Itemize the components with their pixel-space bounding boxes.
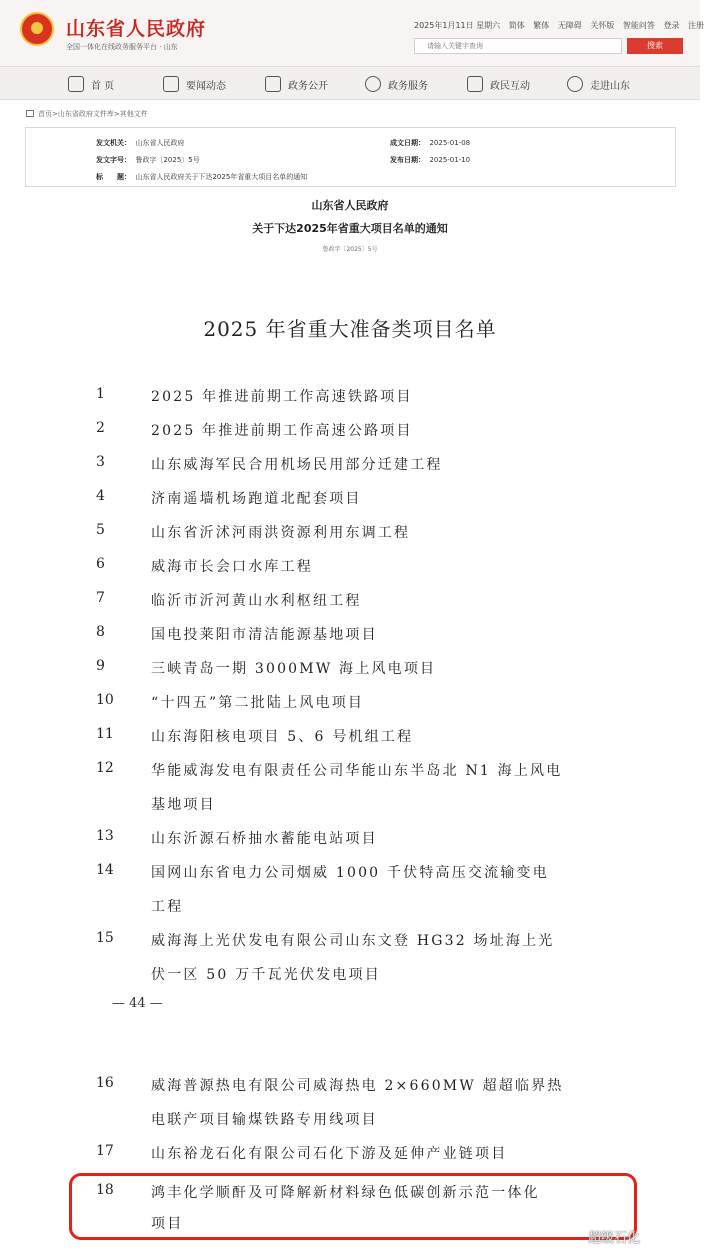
item-number: 9 xyxy=(96,658,105,674)
meta-number: 发文字号： 鲁政字〔2025〕5号 xyxy=(96,156,200,164)
watermark-text: 超级石化 xyxy=(588,1231,641,1246)
document-meta-box xyxy=(25,127,676,187)
item-number: 3 xyxy=(96,454,105,470)
item-text: 三峡青岛一期 3000MW 海上风电项目 xyxy=(151,661,437,677)
item-text: 山东裕龙石化有限公司石化下游及延伸产业链项目 xyxy=(151,1146,508,1162)
interaction-icon xyxy=(467,76,483,92)
login-link[interactable]: 登录 xyxy=(663,21,680,30)
site-subtitle: 全国一体化在线政务服务平台 · 山东 xyxy=(66,43,178,51)
site-header xyxy=(0,0,704,66)
search-button[interactable]: 搜索 xyxy=(627,38,683,54)
item-text: 威海普源热电有限公司威海热电 2×660MW 超超临界热 xyxy=(151,1078,564,1094)
meta-written-date: 成文日期： 2025-01-08 xyxy=(390,139,471,147)
home-icon xyxy=(68,76,84,92)
top-links xyxy=(414,20,710,31)
location-icon xyxy=(567,76,583,92)
item-text: 临沂市沂河黄山水利枢纽工程 xyxy=(151,593,362,609)
document-number: 鲁政字〔2025〕5号 xyxy=(322,246,378,253)
care-mode-link[interactable]: 关怀版 xyxy=(590,21,615,30)
nav-label: 政务公开 xyxy=(288,80,328,92)
news-icon xyxy=(163,76,179,92)
document-title: 关于下达2025年省重大项目名单的通知 xyxy=(252,222,448,235)
breadcrumb[interactable] xyxy=(26,109,148,119)
search-input[interactable] xyxy=(414,38,622,54)
item-number: 11 xyxy=(96,726,114,742)
item-number: 4 xyxy=(96,488,105,504)
meta-issuer: 发文机关： 山东省人民政府 xyxy=(96,139,185,147)
item-number: 17 xyxy=(96,1143,114,1159)
page-number: — 44 — xyxy=(112,996,163,1011)
service-icon xyxy=(365,76,381,92)
nav-label: 政务服务 xyxy=(388,80,428,92)
item-text: 济南遥墙机场跑道北配套项目 xyxy=(151,491,362,507)
item-text-continued: 电联产项目输煤铁路专用线项目 xyxy=(151,1112,378,1128)
meta-published-date: 发布日期： 2025-01-10 xyxy=(390,156,471,164)
breadcrumb-text[interactable]: 首页>山东省政府文件库>其他文件 xyxy=(38,110,148,118)
date-text: 2025年1月11日 星期六 xyxy=(414,21,501,30)
open-gov-icon xyxy=(265,76,281,92)
item-number: 15 xyxy=(96,930,114,946)
project-list-title: 2025 年省重大准备类项目名单 xyxy=(203,317,497,341)
nav-label: 首 页 xyxy=(91,80,115,92)
item-text-continued: 伏一区 50 万千瓦光伏发电项目 xyxy=(151,967,381,983)
item-text: 山东沂源石桥抽水蓄能电站项目 xyxy=(151,831,378,847)
item-number: 2 xyxy=(96,420,105,436)
item-number: 7 xyxy=(96,590,105,606)
item-number: 10 xyxy=(96,692,114,708)
item-text: 鸿丰化学顺酐及可降解新材料绿色低碳创新示范一体化 xyxy=(151,1185,540,1201)
nav-about[interactable] xyxy=(567,73,630,95)
home-icon xyxy=(26,110,34,117)
item-text: 华能威海发电有限责任公司华能山东半岛北 N1 海上风电 xyxy=(151,763,563,779)
item-number: 18 xyxy=(96,1182,114,1198)
nav-news[interactable] xyxy=(163,73,226,95)
simplified-link[interactable]: 简体 xyxy=(508,21,525,30)
item-text: 2025 年推进前期工作高速铁路项目 xyxy=(151,389,413,405)
item-number: 12 xyxy=(96,760,114,776)
nav-label: 要闻动态 xyxy=(186,80,226,92)
smart-qa-link[interactable]: 智能问答 xyxy=(622,21,655,30)
document-issuer: 山东省人民政府 xyxy=(311,199,389,212)
nav-home[interactable] xyxy=(68,73,114,95)
item-text-continued: 项目 xyxy=(151,1216,184,1232)
main-nav xyxy=(0,66,700,100)
item-text-continued: 工程 xyxy=(151,899,184,915)
item-number: 14 xyxy=(96,862,114,878)
nav-open-gov[interactable] xyxy=(265,73,328,95)
national-emblem-icon xyxy=(20,12,54,46)
item-number: 8 xyxy=(96,624,105,640)
item-text: 国电投莱阳市清洁能源基地项目 xyxy=(151,627,378,643)
item-text: 威海海上光伏发电有限公司山东文登 HG32 场址海上光 xyxy=(151,933,555,949)
item-text: 2025 年推进前期工作高速公路项目 xyxy=(151,423,413,439)
nav-interaction[interactable] xyxy=(467,73,530,95)
item-text-continued: 基地项目 xyxy=(151,797,216,813)
item-number: 16 xyxy=(96,1075,114,1091)
nav-label: 走进山东 xyxy=(590,80,630,92)
nav-service[interactable] xyxy=(365,73,428,95)
item-text: 威海市长会口水库工程 xyxy=(151,559,313,575)
site-title[interactable]: 山东省人民政府 xyxy=(66,18,207,40)
register-link[interactable]: 注册 xyxy=(688,21,704,30)
item-text: “十四五”第二批陆上风电项目 xyxy=(151,695,365,711)
item-text: 国网山东省电力公司烟威 1000 千伏特高压交流输变电 xyxy=(151,865,549,881)
traditional-link[interactable]: 繁体 xyxy=(533,21,550,30)
item-text: 山东海阳核电项目 5、6 号机组工程 xyxy=(151,729,414,745)
item-number: 13 xyxy=(96,828,114,844)
item-number: 5 xyxy=(96,522,105,538)
item-text: 山东威海军民合用机场民用部分迁建工程 xyxy=(151,457,443,473)
meta-title: 标 题： 山东省人民政府关于下达2025年省重大项目名单的通知 xyxy=(96,173,308,181)
nav-label: 政民互动 xyxy=(490,80,530,92)
item-number: 1 xyxy=(96,386,105,402)
accessibility-link[interactable]: 无障碍 xyxy=(557,21,582,30)
item-number: 6 xyxy=(96,556,105,572)
highlight-box xyxy=(69,1173,637,1240)
item-text: 山东省沂沭河雨洪资源利用东调工程 xyxy=(151,525,411,541)
